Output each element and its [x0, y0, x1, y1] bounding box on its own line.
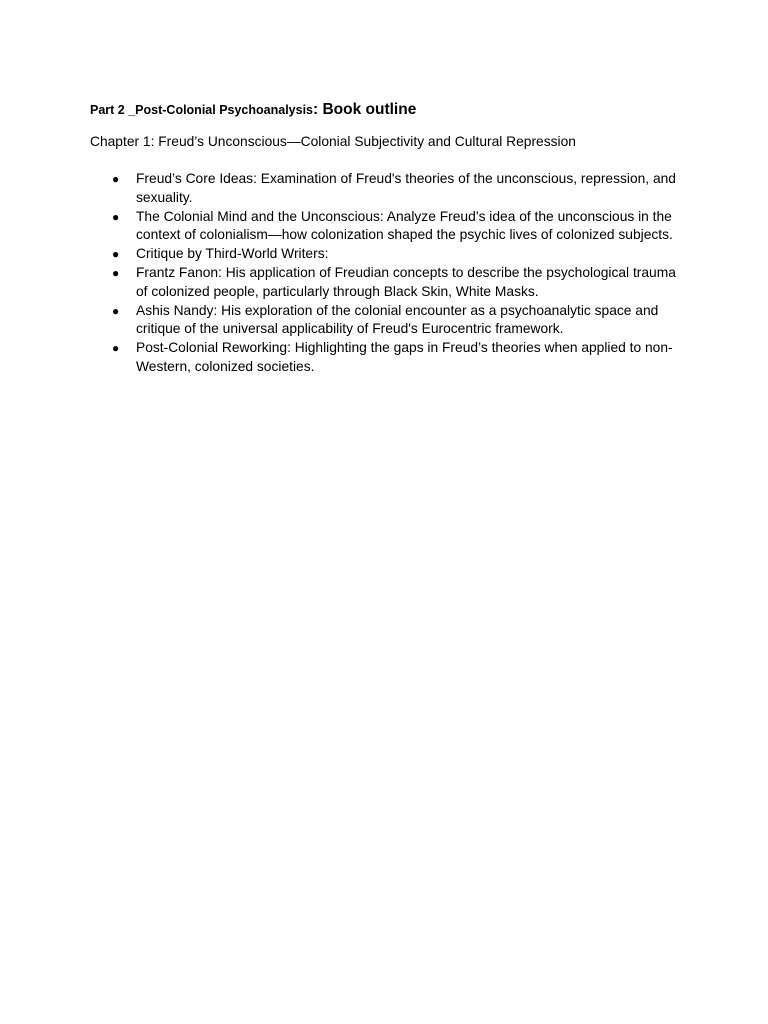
list-item-text: The Colonial Mind and the Unconscious: Analyze Freud’s idea of the unconscious in the context of colonialism—how colonization shaped the psychic lives of colonized subjects.: [136, 208, 673, 243]
page-title: [90, 92, 416, 121]
list-item: [90, 170, 690, 208]
list-item: [90, 245, 690, 264]
list-item: [90, 264, 690, 302]
bullet-dot: ●: [112, 265, 120, 280]
bullet-dot: ●: [112, 247, 120, 262]
title-part: Part 2 _Post-Colonial Psychoanalysis: [90, 103, 313, 117]
list-item-text: Critique by Third-World Writers:: [136, 246, 329, 262]
list-item-text: Post-Colonial Reworking: Highlighting the gaps in Freud’s theories when applied to non-Western, colonized societies.: [136, 340, 673, 374]
list-item-text: Frantz Fanon: His application of Freudian concepts to describe the psychological trauma of colonized people, particularly through Black Skin, White Masks.: [136, 264, 676, 299]
bullet-list: [90, 170, 690, 377]
list-item: [90, 208, 690, 246]
list-item-text: Freud’s Core Ideas: Examination of Freud's theories of the unconscious, repression, and sexuality.: [136, 171, 676, 205]
chapter-heading: Chapter 1: Freud’s Unconscious—Colonial Subjectivity and Cultural Repression: [90, 134, 576, 149]
list-item: [90, 339, 690, 377]
bullet-dot: ●: [112, 209, 120, 224]
bullet-dot: ●: [112, 303, 120, 318]
title-main: : Book outline: [313, 101, 417, 118]
list-item: [90, 302, 690, 340]
bullet-dot: ●: [112, 172, 120, 186]
list-item-text: Ashis Nandy: His exploration of the colonial encounter as a psychoanalytic space and critique of the universal applicability of Freud's Eurocentric framework.: [136, 302, 659, 337]
bullet-dot: ●: [112, 341, 120, 356]
